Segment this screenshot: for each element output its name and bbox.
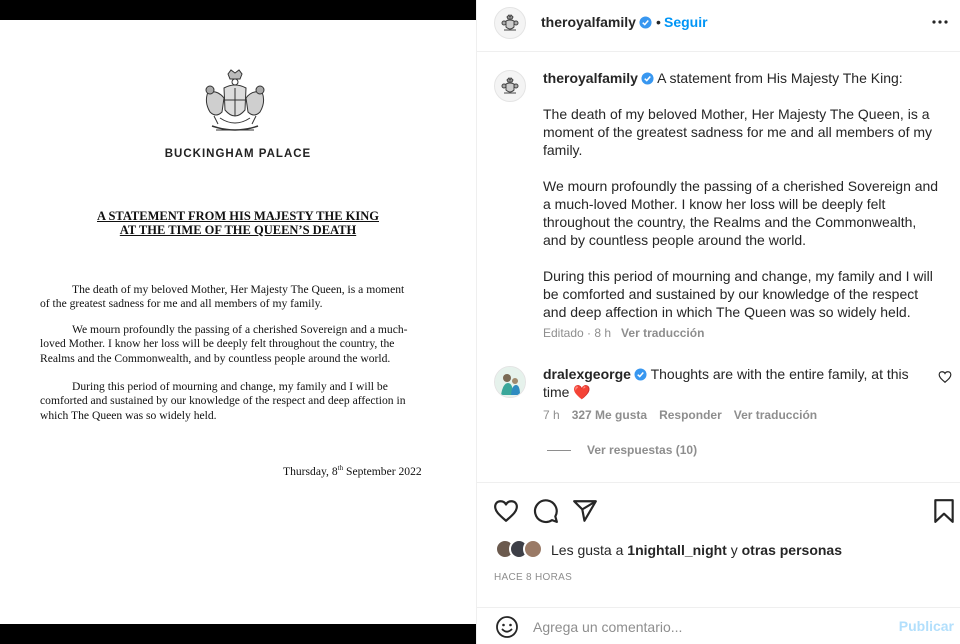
statement-letter [0, 20, 476, 624]
view-replies-button[interactable]: Ver respuestas (10) [547, 443, 697, 457]
caption-meta [543, 326, 704, 340]
heart-icon[interactable] [493, 498, 519, 524]
royal-crest-icon [500, 76, 520, 96]
comment-text [543, 365, 923, 401]
commenter-avatar[interactable] [494, 366, 526, 398]
comment-icon[interactable] [533, 498, 559, 524]
letter-paragraph-3: During this period of mourning and change, my family and I will be comforted and sustained by our knowledge of the respect and deep affection in which The Queen was so widely held. [40, 380, 406, 422]
post-caption [543, 69, 943, 339]
bookmark-icon[interactable] [931, 498, 957, 524]
letterbox-bottom [0, 624, 476, 644]
post-actions [477, 482, 960, 644]
liker-avatar [523, 539, 543, 559]
post-header [477, 0, 960, 52]
follow-button[interactable]: Seguir [664, 14, 708, 30]
comment-likes[interactable]: 327 Me gusta [571, 408, 648, 422]
more-options-icon[interactable] [931, 12, 949, 32]
add-comment-bar [477, 607, 960, 644]
caption-author-avatar[interactable] [494, 70, 526, 102]
verified-badge-icon [639, 16, 652, 29]
caption-translate-link[interactable]: Ver traducción [621, 326, 705, 340]
caption-paragraph-3: During this period of mourning and change, my family and I will be comforted and sustained by our knowledge of the respect and deep affection in which The Queen was so widely held. [543, 268, 933, 320]
heading-line-2: AT THE TIME OF THE QUEEN’S DEATH [119, 223, 357, 237]
post-image[interactable] [0, 0, 476, 644]
caption-paragraph-2: We mourn profoundly the passing of a cherished Sovereign and a much-loved Mother. I know her loss will be deeply felt throughout the country, the Realms and the Commonwealth, and by countless people around the world. [543, 178, 939, 248]
post-timestamp: HACE 8 HORAS [494, 572, 573, 583]
share-icon[interactable] [572, 498, 598, 524]
comment-input[interactable] [533, 617, 883, 637]
verified-badge-icon [641, 72, 654, 85]
separator-dot: • [656, 14, 661, 30]
comment-meta [543, 408, 829, 422]
emoji-icon[interactable] [495, 615, 519, 639]
caption-intro: A statement from His Majesty The King: [657, 70, 903, 86]
statement-heading [0, 209, 476, 237]
edited-label: Editado · 8 h [543, 326, 612, 340]
comment-time: 7 h [543, 408, 560, 422]
comment-body: Thoughts are with the entire family, at this time [543, 366, 909, 400]
letterhead-title: BUCKINGHAM PALACE [164, 148, 312, 160]
reply-button[interactable]: Responder [659, 408, 722, 422]
heading-line-1: A STATEMENT FROM HIS MAJESTY THE KING [97, 209, 379, 223]
author-avatar[interactable] [494, 7, 526, 39]
caption-username[interactable]: theroyalfamily [543, 70, 638, 86]
comment-like-heart-icon[interactable] [938, 370, 952, 384]
replies-divider [547, 450, 571, 451]
post-panel [476, 0, 960, 644]
letter-paragraph-1: The death of my beloved Mother, Her Majesty The Queen, is a moment of the greatest sadness for me and all members of my family. [40, 283, 405, 311]
likes-text: Les gusta a 1nightall_night y otras personas [551, 542, 842, 558]
royal-crest-icon [198, 68, 272, 138]
liker-username[interactable]: 1nightall_night [627, 542, 727, 558]
letter-date: Thursday, 8th September 2022 [283, 464, 422, 478]
red-heart-emoji: ❤️ [573, 384, 591, 400]
other-likers-link[interactable]: otras personas [741, 542, 842, 558]
letterbox-top [0, 0, 476, 20]
caption-paragraph-1: The death of my beloved Mother, Her Majesty The Queen, is a moment of the greatest sadness for me and all members of my family. [543, 106, 933, 158]
verified-badge-icon [634, 368, 647, 381]
commenter-username[interactable]: dralexgeorge [543, 366, 631, 382]
comment-translate-link[interactable]: Ver traducción [733, 408, 818, 422]
author-username[interactable]: theroyalfamily [541, 14, 652, 30]
letter-paragraph-2: We mourn profoundly the passing of a cherished Sovereign and a much- loved Mother. I know her loss will be deeply felt throughout the country, the Realms and the Commonwealth, and by countless people around the world. [40, 323, 408, 365]
publish-button[interactable]: Publicar [898, 618, 954, 634]
royal-crest-icon [500, 13, 520, 33]
commenter-photo [495, 367, 525, 397]
